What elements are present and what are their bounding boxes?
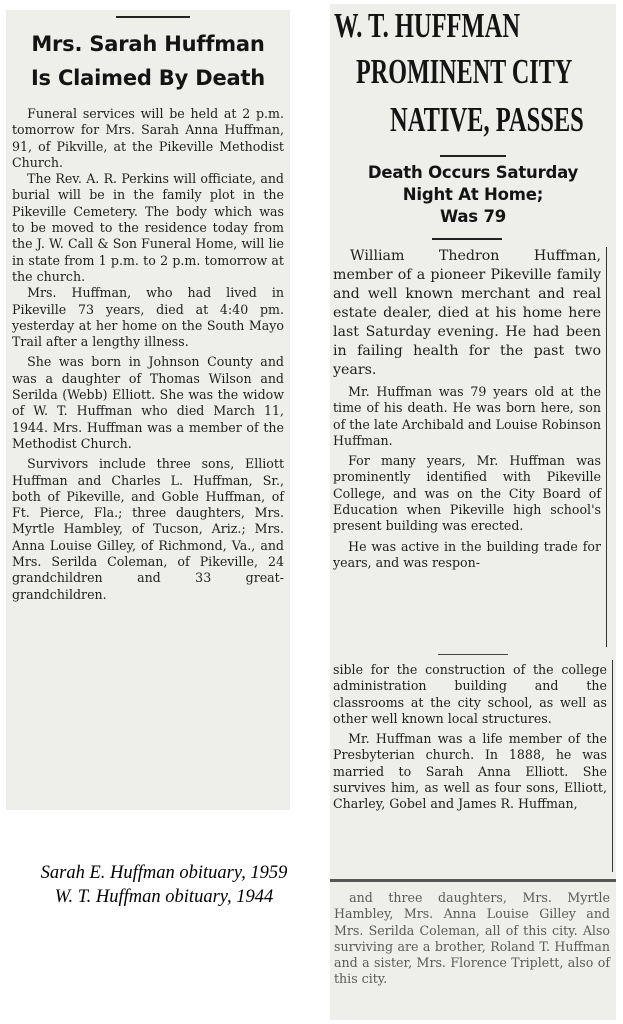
wt-huffman-obituary-clipping (330, 4, 616, 1020)
segment-3-body (334, 890, 610, 988)
subhead-line-2: Night At Home; (402, 185, 544, 204)
clipping-edge (330, 879, 616, 882)
headline-line-1: W. T. HUFFMAN (334, 6, 521, 45)
headline-rule (440, 155, 506, 157)
segment-divider (438, 654, 508, 655)
paragraph: The Rev. A. R. Perkins will officiate, and burial will be in the family plot in the Pikeville Cemetery. The body which was to be moved to the residence today from the J. W. Call & Son Funeral Home, will lie in state from 1 p.m. to 2 p.m. tomorrow at the church. (12, 171, 284, 284)
headline-line-1: Mrs. Sarah Huffman (31, 32, 265, 56)
segment-1-body (333, 247, 601, 571)
paragraph: He was active in the building trade for years, and was respon- (333, 538, 601, 570)
top-rule (116, 16, 190, 18)
subhead-line-1: Death Occurs Saturday (367, 163, 579, 182)
headline-line-2: PROMINENT CITY (356, 52, 573, 91)
paragraph: Survivors include three sons, Elliott Huffman and Charles L. Huffman, Sr., both of Pikeville, and Goble Huffman, of Ft. Pierce, Fla.; three daughters, Mrs. Myrtle Hambley, of Tucson, Ariz.; Mrs. Anna Louise Gilley, of Richmond, Va., and Mrs. Serilda Coleman, of Pikeville, 24 grandchildren and 33 great-grandchildren. (12, 456, 284, 602)
subhead-line-3: Was 79 (439, 207, 507, 226)
paragraph: William Thedron Huffman, member of a pioneer Pikeville family and well known merchant and real estate dealer, died at his home here last Saturday evening. He had been in failing health for the past two years. (333, 248, 601, 378)
paragraph: She was born in Johnson County and was a daughter of Thomas Wilson and Serilda (Webb) Elliott. She was the widow of W. T. Huffman who died March 11, 1944. Mrs. Huffman was a member of the Methodist Church. (12, 354, 284, 451)
paragraph: sible for the construction of the college administration building and the classrooms at the city school, as well as other well known local structures. (333, 662, 607, 726)
caption-line-1: Sarah E. Huffman obituary, 1959 (40, 863, 288, 883)
headline-line-3: NATIVE, PASSES (390, 100, 584, 139)
article-body (12, 106, 284, 603)
subhead-rule (432, 238, 502, 240)
paragraph: Mr. Huffman was 79 years old at the time of his death. He was born here, son of the late Archibald and Louise Robinson Huffman. (333, 384, 602, 448)
paragraph: Mrs. Huffman, who had lived in Pikeville 73 years, died at 4:40 pm. yesterday at her home on the South Mayo Trail after a lengthy illness. (12, 285, 284, 350)
paragraph: and three daughters, Mrs. Myrtle Hambley, Mrs. Anna Louise Gilley and Mrs. Serilda Coleman, all of this city. Also surviving are a brother, Roland T. Huffman and a sister, Mrs. Florence Triplett, also of this city. (334, 890, 610, 987)
paragraph: Mr. Huffman was a life member of the Presbyterian church. In 1888, he was married to Sarah Anna Elliott. She survives him, as well as four sons, Elliott, Charley, Gobel and James R. Huffman, (333, 731, 607, 812)
segment-2-body (333, 662, 607, 813)
paragraph: Funeral services will be held at 2 p.m. tomorrow for Mrs. Sarah Anna Huffman, 91, of Pikville, at the Pikeville Methodist Church. (12, 106, 284, 170)
sarah-huffman-obituary-clipping (6, 10, 290, 810)
caption-line-2: W. T. Huffman obituary, 1944 (54, 887, 274, 907)
headline-line-2: Is Claimed By Death (30, 66, 266, 90)
paragraph: For many years, Mr. Huffman was prominently identified with Pikeville College, and was on the City Board of Education when Pikeville high school's present building was erected. (333, 453, 601, 534)
